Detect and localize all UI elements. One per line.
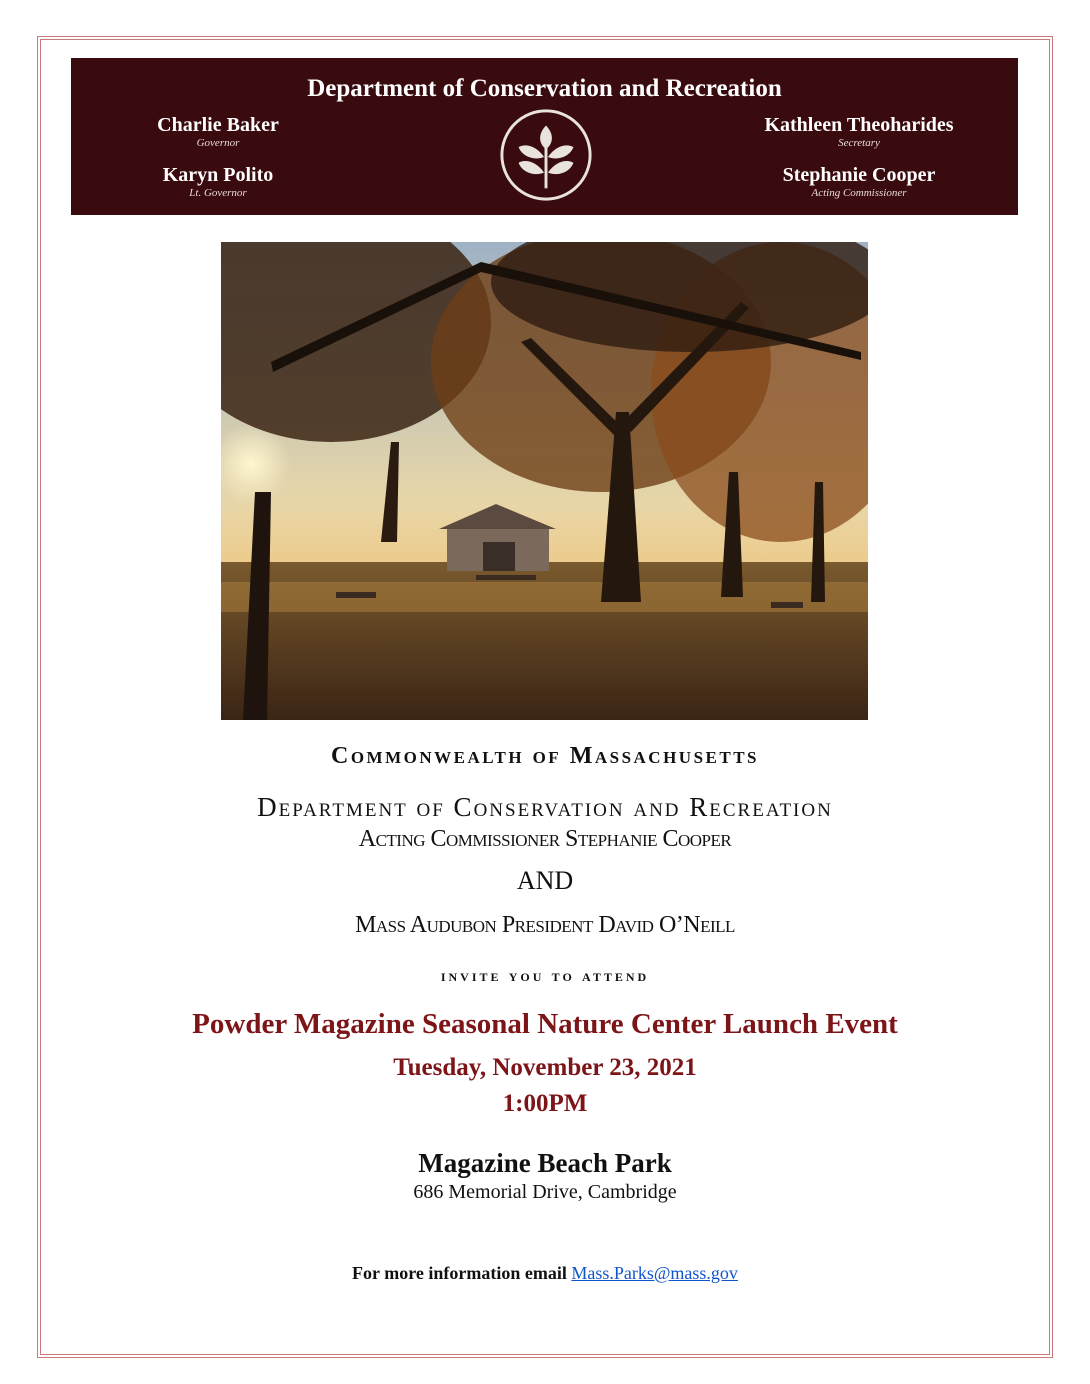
- banner-title: Department of Conservation and Recreation: [307, 75, 782, 102]
- venue-name: Magazine Beach Park: [418, 1148, 672, 1178]
- official-lt-governor: [71, 164, 365, 200]
- official-role: Lt. Governor: [189, 187, 247, 199]
- department-line: Department of Conservation and Recreation: [257, 792, 833, 822]
- acting-commissioner-line: Acting Commissioner Stephanie Cooper: [358, 826, 732, 852]
- and-line: AND: [516, 866, 574, 895]
- commonwealth-heading: Commonwealth of Massachusetts: [330, 743, 760, 769]
- official-name: Kathleen Theoharides: [764, 114, 954, 136]
- header-banner: [71, 58, 1018, 215]
- official-role: Governor: [196, 137, 240, 149]
- park-autumn-photo: [221, 242, 868, 720]
- official-name: Stephanie Cooper: [782, 164, 936, 186]
- official-name: Karyn Polito: [162, 164, 274, 186]
- official-role: Acting Commissioner: [811, 187, 907, 199]
- venue-address: 686 Memorial Drive, Cambridge: [413, 1181, 677, 1203]
- official-name: Charlie Baker: [157, 114, 279, 136]
- dcr-leaf-seal-icon: [497, 106, 595, 204]
- invite-line: invite you to attend: [440, 966, 650, 985]
- contact-line: [0, 1263, 1090, 1284]
- official-secretary: [712, 114, 1006, 150]
- contact-prefix: For more information email: [352, 1263, 567, 1283]
- event-title: Powder Magazine Seasonal Nature Center Launch Event: [192, 1008, 898, 1040]
- official-governor: [71, 114, 365, 150]
- audubon-line: Mass Audubon President David O’Neill: [355, 912, 735, 938]
- contact-email-link[interactable]: Mass.Parks@mass.gov: [571, 1263, 738, 1283]
- official-role: Secretary: [838, 137, 880, 149]
- event-time: 1:00PM: [502, 1090, 588, 1117]
- event-date: Tuesday, November 23, 2021: [393, 1054, 697, 1081]
- official-commissioner: [712, 164, 1006, 200]
